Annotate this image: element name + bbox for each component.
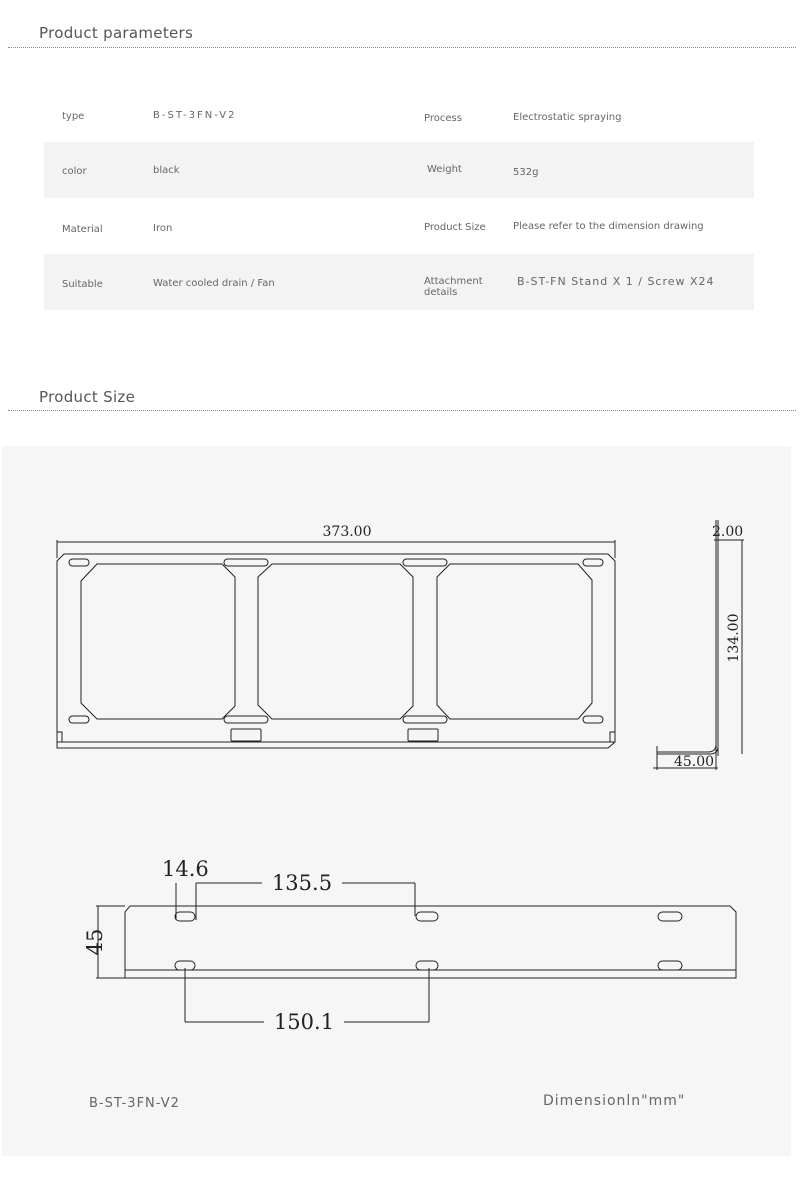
param-value: Iron — [153, 223, 173, 234]
param-value: black — [153, 165, 180, 176]
param-row — [44, 254, 754, 310]
param-value: Water cooled drain / Fan — [153, 278, 275, 289]
dimension-depth: 45.00 — [673, 754, 715, 770]
section-title-parameters: Product parameters — [39, 24, 194, 42]
dimension-flange-height: 45 — [83, 928, 107, 956]
param-key: Suitable — [62, 279, 103, 290]
param-value: B-ST-FN Stand X 1 / Screw X24 — [517, 275, 715, 288]
param-row — [44, 142, 754, 198]
param-row — [44, 90, 754, 146]
param-key: Attachment details — [424, 276, 483, 298]
section-divider — [8, 47, 796, 48]
param-value: 532g — [513, 167, 539, 178]
front-view — [57, 540, 615, 748]
model-label: B-ST-3FN-V2 — [89, 1096, 180, 1111]
dimension-thickness: 2.00 — [712, 524, 744, 540]
param-key: Material — [62, 224, 103, 235]
section-divider — [8, 410, 796, 411]
param-key: Product Size — [424, 222, 486, 233]
param-key: Weight — [427, 164, 462, 175]
dimension-hole-offset: 14.6 — [162, 857, 209, 881]
param-row — [44, 200, 754, 256]
unit-note: Dimensionln"mm" — [543, 1093, 686, 1109]
section-title-size: Product Size — [39, 388, 136, 406]
param-value: Please refer to the dimension drawing — [513, 221, 704, 232]
param-value: Electrostatic spraying — [513, 112, 622, 123]
dimension-hole-spacing-bottom: 150.1 — [273, 1010, 335, 1034]
flange-view — [96, 883, 736, 1022]
dimension-drawing — [2, 446, 791, 1156]
param-value: B-ST-3FN-V2 — [153, 110, 237, 121]
dimension-height: 134.00 — [726, 613, 742, 663]
dimension-hole-spacing-top: 135.5 — [271, 871, 333, 895]
dimension-drawing-panel — [2, 446, 791, 1156]
param-key: Process — [424, 113, 462, 124]
param-key: color — [62, 166, 87, 177]
param-key: type — [62, 111, 85, 122]
dimension-width: 373.00 — [322, 524, 372, 540]
